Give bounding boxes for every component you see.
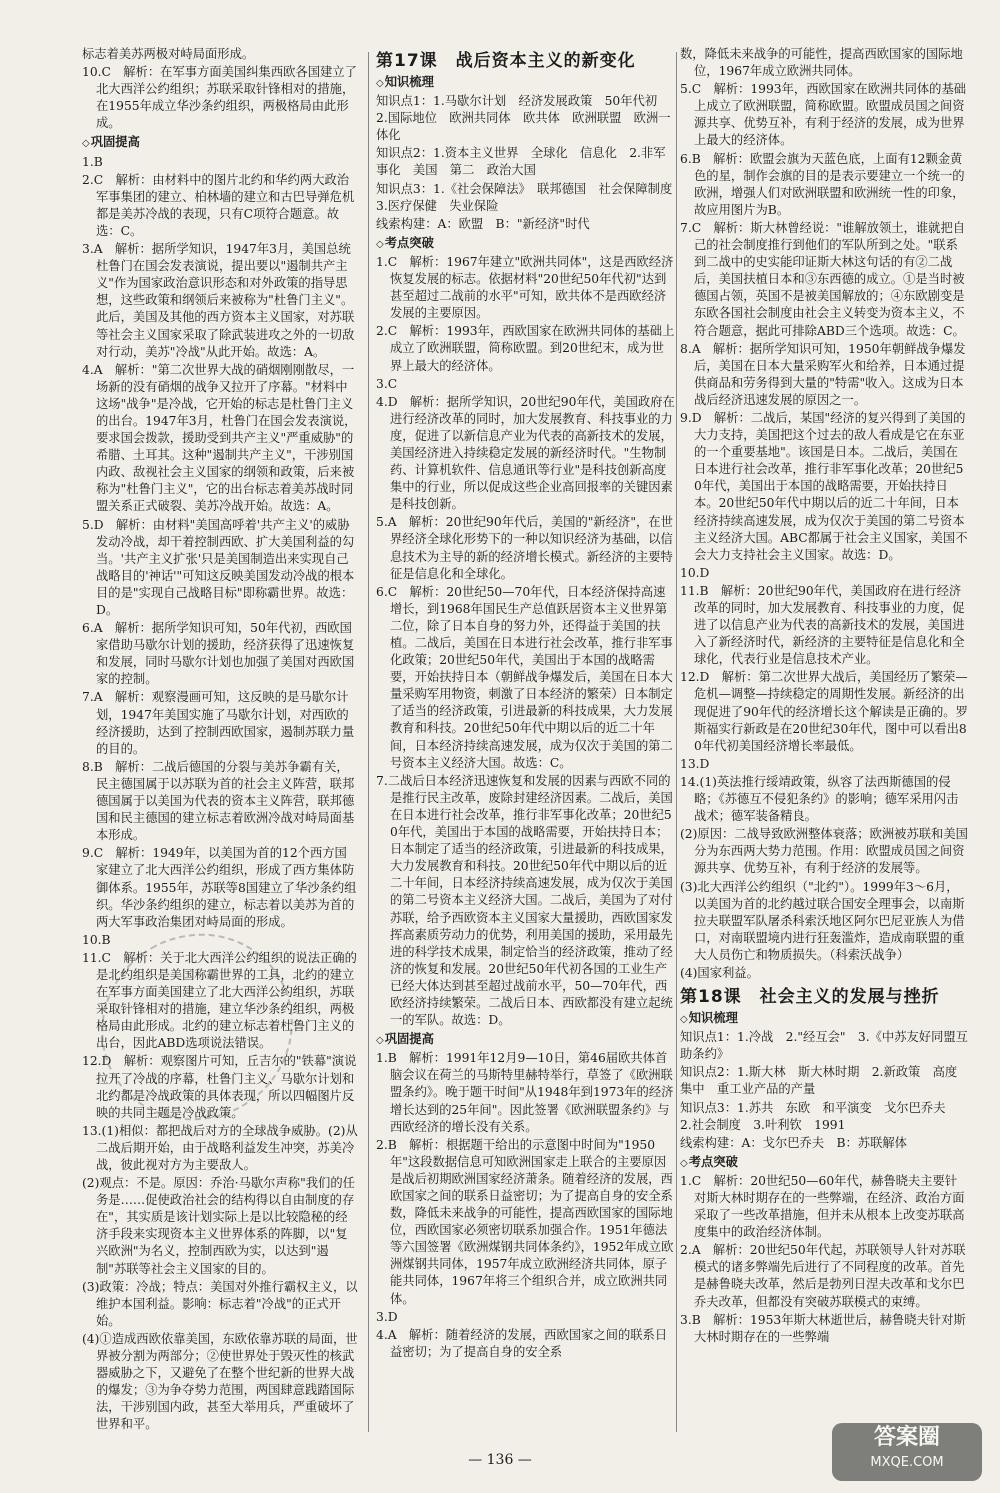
- section-heading: ◇ 巩固提高: [376, 1031, 676, 1049]
- answer-item: 1.B: [82, 154, 103, 169]
- answer-item: 5.D 解析：由材料"美国高呼着'共产主义'的威胁发动冷战，却干着控制西欧、扩大美国利益的勾当。'共产主义扩张'只是美国制造出来实现自己战略目的'神话'"可知这反映美国发动冷战的根本目的是"实现自己战略目标"即称霸世界。故选：D。: [82, 517, 355, 617]
- watermark-title: 答案圈: [873, 1425, 940, 1450]
- section-heading: ◇ 考点突破: [680, 1154, 968, 1172]
- section-heading: ◇ 考点突破: [376, 235, 676, 253]
- answer-item: 2.B 解析：根据题干给出的示意图中时间为"1950年"这段数据信息可知欧洲国家走上联合的主要原因是战后初期欧洲国家经济萧条。随着经济的发展，西欧国家之间的联系日益密切；为了提高自身的安全系数，降低未来战争的可能性，提高西欧国家的国际地位，西欧国家必须密切联系加强合作。1951年德法等六国签署《欧洲煤钢共同体条约》，1952年成立欧洲煤钢共同体，1957年成立欧洲经济共同体，原子能共同体，1967年将三个组织合并，成立欧洲共同体。: [376, 1137, 674, 1306]
- answer-item: 11.B 解析：20世纪90年代，美国政府在进行经济改革的同时，加大发展教育、科技事业的力度，促进了以信息产业为代表的高新技术的发展，美国进入了新经济时代，新经济的主要特征是信息化和全球化，代表行业是信息技术产业。: [680, 583, 965, 667]
- watermark-url: MXQE.COM: [870, 1455, 944, 1470]
- answer-item: 4.A 解析：随着经济的发展，西欧国家之间的联系日益密切；为了提高自身的安全系: [376, 1327, 668, 1359]
- answer-item: 10.C 解析：在军事方面美国纠集西欧各国建立了北大西洋公约组织；苏联采取针锋相对的措施，在1955年成立华沙条约组织，两极格局由此形成。: [82, 65, 357, 131]
- answer-item: 4.D 解析：据所学知识，20世纪90年代，美国政府在进行经济改革的同时，加大发展教育、科技事业的力度，促进了以新信息产业为代表的高新技术的发展，美国经济进入持续稳定发展的新经济时代。"生物制药、计算机软件、信息通讯等行业"是科技创新高度集中的行业，所以促成这些企业高回报率的关键因素是科技创新。: [376, 394, 675, 512]
- answer-item: (3)北大西洋公约组织（"北约"）。1999年3～6月，以美国为首的北约越过联合国安全理事会，以南斯拉夫联盟军队屠杀科索沃地区阿尔巴尼亚族人为借口，对南联盟境内进行狂轰滥炸，造成南联盟的重大人员伤亡和物质损失。（科索沃战争）: [680, 879, 965, 962]
- answer-item: (4)①造成西欧依靠美国，东欧依靠苏联的局面，世界被分割为两部分；②使世界处于毁灭性的核武器威胁之下，又避免了在整个世纪新的世界大战的爆发；③为争夺势力范围，两国肆意践踏国际法，干涉别国内政，甚至大举用兵，严重破坏了世界和平。: [82, 1331, 358, 1432]
- knowledge-point: 知识点2：1.斯大林 斯大林时期 2.新政策 高度集中 重工业产品的产量: [680, 1065, 958, 1097]
- answer-item: 12.D 解析：第二次世界大战后，美国经历了繁荣—危机—调整—持续稳定的周期性发展。新经济的出现促进了90年代的经济增长这个解读是正确的。罗斯福实行新政是在20世纪30年代，图中可以看出80年代初美国经济增长率最低。: [680, 670, 968, 753]
- page-number: — 136 —: [468, 1452, 532, 1468]
- answer-item: 5.A 解析：20世纪90年代后，美国的"新经济"，在世界经济全球化形势下的一种以知识经济为基础，以信息技术为主导的新的经济增长模式。新经济的主要特征是信息化和全球化。: [376, 515, 673, 581]
- knowledge-point: 线索构建：A：戈尔巴乔夫 B：苏联解体: [680, 1135, 907, 1150]
- answer-item: (2)观点：不是。原因：乔治·马歇尔声称"我们的任务是……促使政治社会的结构得以自由制度的存在"，其实质是该计划实际上是以比较隐秘的经济手段来实现资本主义世界体系的阵脚，以"复兴欧洲"为名义，控制西欧为实，以达到"遏制"苏联等社会主义国家的目的。: [82, 1176, 355, 1276]
- answer-item: 2.C 解析：由材料中的图片北约和华约两大政治军事集团的建立、柏林墙的建立和古巴导弹危机都是美苏冷战的表现，只有C项符合题意。故选：C。: [82, 172, 355, 238]
- answer-item: 6.C 解析：20世纪50—70年代，日本经济保持高速增长，到1968年国民生产总值跃居资本主义世界第二位，除了日本自身的努力外，还得益于美国的扶植。二战后，美国在日本进行社会改革，推行非军事化政策；20世纪50年代，美国出于本国的战略需要，开始扶持日本（朝鲜战争爆发后，美国在日本大量采购军用物资，刺激了日本经济的繁荣）日本制定了适当的经济政策，引进最新的科技成果，大力发展教育和科技。20世纪50年代中期以后的近二十年间，日本经济持续高速发展，成为仅次于美国的第二号资本主义经济大国。故选：C。: [376, 584, 673, 770]
- section-heading: ◇ 知识梳理: [680, 1010, 968, 1028]
- answer-item: 1.B 解析：1991年12月9—10日，第46届欧共体首脑会议在荷兰的马斯特里赫特举行，草签了《欧洲联盟条约》。晚于题干时间"从1948年到1973年的经济增长达到的25年间"。因此签署《欧洲联盟条约》与西欧经济的增长没有关系。: [376, 1051, 674, 1134]
- answer-item: 14.(1)英法推行绥靖政策，纵容了法西斯德国的侵略；《苏德互不侵犯条约》的影响；德军采用闪击战术；德军装备精良。: [680, 774, 959, 824]
- answer-item: 7.C 解析：斯大林曾经说："谁解放领土，谁就把自己的社会制度推行到他们的军队所到之处。"联系到二战中的史实能印证斯大林这句话的有②二战后，美国扶植日本和③东西德的成立。①是当时被德国占领，英国不是被美国解放的；④东欧剧变是东欧各国社会制度由社会主义转变为资本主义，不符合题意，据此可排除ABD三个选项。故选：C。: [680, 220, 966, 338]
- answer-item: (4)国家利益。: [680, 965, 759, 980]
- knowledge-point: 知识点1：1.马歇尔计划 经济发展政策 50年代初 2.国际地位 欧洲共同体 欧共体 欧洲联盟 欧洲一体化: [376, 94, 671, 143]
- answer-item: 8.B 解析：二战后德国的分裂与美苏争霸有关，民主德国属于以苏联为首的社会主义阵营，联邦德国属于以美国为代表的资本主义阵营，联邦德国和民主德国的建立标志着欧洲冷战对峙局面基本形成。: [82, 759, 355, 843]
- knowledge-point: 知识点2：1.资本主义世界 全球化 信息化 2.非军事化 美国 第二 政治大国: [376, 146, 666, 178]
- answer-item: 1.C 解析：20世纪50—60年代，赫鲁晓夫主要针对斯大林时期存在的一些弊端，在经济、政治方面采取了一些改革措施，但并未从根本上改变苏联高度集中的政治经济体制。: [680, 1173, 965, 1240]
- answer-item: 10.D: [680, 565, 710, 580]
- answer-item: 5.C 解析：1993年，西欧国家在欧洲共同体的基础上成立了欧洲联盟，简称欧盟。欧盟成员国之间资源共享、优势互补，有利于经济的发展，成为世界上最大的经济体。: [680, 82, 967, 148]
- answer-item: 7.二战后日本经济迅速恢复和发展的因素与西欧不同的是推行民主改革，废除封建经济因素。二战后，美国在日本进行社会改革，推行非军事化改革；20世纪50年代，美国出于本国的战略需要，开始扶持日本；日本制定了适当的经济政策，引进最新的科技成果，大力发展教育和科技。20世纪50年代中期以后的近二十年间，日本经济持续高速发展，成为仅次于美国的第二号资本主义经济大国。二战后，美国为了对付苏联，给予西欧资本主义国家大量援助，西欧国家发挥高素质劳动力的优势，利用美国的援助，采用最先进的科学技术成果，制定恰当的经济政策，推动了经济的恢复和发展。20世纪50年代初各国的工业生产已经大体达到甚至超过战前水平，50—70年代，西欧经济持续繁荣。二战后日本、西欧都没有建立起统一的军队。故选：D。: [376, 773, 673, 1028]
- answer-item: (3)政策：冷战；特点：美国对外推行霸权主义，以维护本国利益。影响：标志着"冷战"的正式开始。: [82, 1279, 358, 1328]
- knowledge-point: 知识点1：1.冷战 2."经互会" 3.《中苏友好同盟互助条约》: [680, 1030, 968, 1062]
- knowledge-point: 知识点3：1.《社会保障法》 联邦德国 社会保障制度 3.医疗保健 失业保险: [376, 181, 685, 213]
- answer-item: 1.C 解析：1967年建立"欧洲共同体"，这是西欧经济恢复发展的标志。依据材料"20世纪50年代初"达到甚至超过二战前的水平"可知，欧共体不是西欧经济发展的主要原因。: [376, 254, 674, 321]
- column-rule: [368, 52, 369, 1432]
- answer-item: 4.A 解析："第二次世界大战的硝烟刚刚散尽，一场新的没有硝烟的战争又拉开了序幕。"材料中这场"战争"是冷战，它开始的标志是杜鲁门主义的出台。1947年3月，杜鲁门在国会发表演说，要求国会拨款，援助受到共产主义"严重威胁"的希腊、土耳其。这种"遏制共产主义"，干涉别国内政、敌视社会主义国家的纲领和政策，后来被称为"杜鲁门主义"，它的出台标志着美苏战时同盟关系正式破裂、美苏冷战开始。故选：A。: [82, 362, 357, 514]
- watermark-logo: [832, 1423, 982, 1481]
- answer-item: 9.C 解析：1949年，以美国为首的12个西方国家建立了北大西洋公约组织，形成了西方集体防御体系。1955年，苏联等8国建立了华沙条约组织。华沙条约组织的建立，标志着以美苏为首的两大军事政治集团对峙局面的形成。: [82, 846, 357, 929]
- knowledge-point: 知识点3：1.苏共 东欧 和平演变 戈尔巴乔夫 2.社会制度 3.叶利钦 1991: [680, 1100, 958, 1132]
- column-middle: [376, 46, 685, 1436]
- answer-item: 3.C: [376, 376, 398, 391]
- column-rule: [676, 52, 677, 1432]
- section-heading: ◇ 知识梳理: [376, 74, 676, 92]
- answer-item: 12.D 解析：观察图片可知，丘吉尔的"铁幕"演说拉开了冷战的序幕，杜鲁门主义、马歇尔计划和北约都是冷战政策的具体表现，所以四幅图片反映的共同主题是冷战政策。: [82, 1054, 357, 1120]
- answer-item: 9.D 解析：二战后，某国"经济的复兴得到了美国的大力支持，美国把这个过去的敌人看成是它在东亚的一个重要基地"。该国是日本。二战后，美国在日本进行社会改革，推行非军事化改革；20世纪50年代，美国出于本国的战略需要，开始扶持日本。20世纪50年代中期以后的近二十年间，日本经济持续高速发展，成为仅次于美国的第二号资本主义经济大国。ABC都属于社会主义国家，美国不会大力支持社会主义国家。故选：D。: [680, 410, 968, 562]
- answer-item: 6.B 解析：欧盟会旗为天蓝色底，上面有12颗金黄色的星，制作会旗的目的是表示要建立一个统一的欧洲，增强人们对欧洲联盟和欧洲统一性的印象，故应用图片为B。: [680, 151, 965, 217]
- answer-item: 8.A 解析：据所学知识可知，1950年朝鲜战争爆发后，美国在日本大量采购军火和给养，日本通过提供商品和劳务得到大量的"特需"收入。这成为日本战后经济迅速发展的原因之一。: [680, 341, 966, 407]
- answer-item: (2)原因：二战导致欧洲整体衰落；欧洲被苏联和美国分为东西两大势力范围。作用：欧盟成员国之间资源共享、优势互补，有利于经济的发展等。: [680, 827, 968, 876]
- answer-item: 13.D: [680, 756, 710, 771]
- answer-item: 数，降低未来战争的可能性，提高西欧国家的国际地位，1967年成立欧洲共同体。: [680, 47, 963, 79]
- column-right: [680, 46, 968, 1436]
- lesson-title: 第18课 社会主义的发展与挫折: [680, 987, 940, 1008]
- answer-item: 2.C 解析：1993年，西欧国家在欧洲共同体的基础上成立了欧洲联盟，简称欧盟。到20世纪末，成为世界上最大的经济体。: [376, 324, 675, 373]
- knowledge-point: 线索构建：A：欧盟 B："新经济"时代: [376, 216, 590, 231]
- answer-item: 10.B: [82, 932, 111, 947]
- answer-item: 2.A 解析：20世纪50年代起，苏联领导人针对苏联模式的诸多弊端先后进行了不同程度的改革。首先是赫鲁晓夫改革，然后是勃列日涅夫改革和戈尔巴乔夫改革，但都没有突破苏联模式的束缚。: [680, 1243, 966, 1309]
- section-heading: ◇ 巩固提高: [82, 134, 358, 152]
- answer-item: 3.D: [376, 1309, 398, 1324]
- column-left: [82, 46, 358, 1436]
- answer-item: 3.B 解析：1953年斯大林逝世后，赫鲁晓夫针对斯大林时期存在的一些弊端: [680, 1312, 966, 1344]
- lesson-title: 第17课 战后资本主义的新变化: [376, 51, 636, 71]
- answer-item: 13.(1)相似：都把战后对方的全球战争威胁。(2)从二战后期开始，由于战略利益发生冲突，苏美冷战，彼此视对方为主要敌人。: [82, 1123, 358, 1172]
- answer-item: 7.A 解析：观察漫画可知，这反映的是马歇尔计划，1947年美国实施了马歇尔计划，对西欧的经济援助，达到了控制西欧国家，遏制苏联力量的目的。: [82, 690, 355, 756]
- answer-item: 3.A 解析：据所学知识，1947年3月，美国总统杜鲁门在国会发表演说，提出要以"遏制共产主义"作为国家政治意识形态和对外政策的指导思想，这些政策和纲领后来被称为"杜鲁门主义"。此后，美国及其他的西方资本主义国家，对苏联等社会主义国家采取了除武装进攻之外的一切敌对行动，美苏"冷战"从此开始。故选：A。: [82, 242, 355, 359]
- answer-item: 11.C 解析：关于北大西洋公约组织的说法正确的是北约组织是美国称霸世界的工具，北约的建立在军事方面美国建立了北大西洋公约组织，苏联采取针锋相对的措施，建立华沙条约组织，两极格局由此形成。北约的建立标志着杜鲁门主义的出台，因此ABD选项说法错误。: [82, 950, 357, 1051]
- answer-item: 6.A 解析：据所学知识可知，50年代初，西欧国家借助马歇尔计划的援助，经济获得了迅速恢复和发展，同时马歇尔计划也加强了美国对西欧国家的控制。: [82, 621, 355, 687]
- answer-item: 标志着美苏两极对峙局面形成。: [82, 47, 255, 61]
